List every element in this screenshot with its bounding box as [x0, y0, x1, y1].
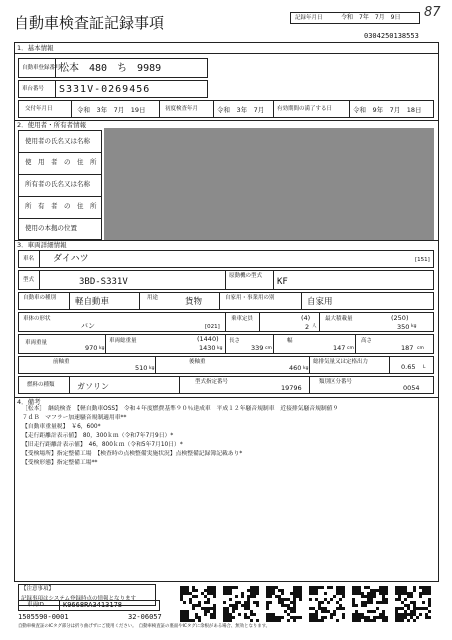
weight-label: 車両重量: [25, 340, 48, 346]
weight-unit: kg: [99, 346, 105, 351]
section-basic: 1．基本情報: [17, 44, 54, 52]
load-value: (250): [391, 314, 409, 322]
note-line: 【受検形態】指定整備工場**: [22, 460, 98, 466]
cap-value: (4): [301, 314, 311, 322]
load-unit: kg: [411, 324, 417, 329]
fuel-label: 燃料の種類: [27, 382, 55, 388]
engine-value: KF: [277, 277, 288, 287]
note-line: 【自動車重量税】 ￥6，600*: [22, 424, 101, 430]
issue-date-box: [290, 12, 420, 24]
note-line: ７ｄＢ マフラー加速騒音規制適用車**: [22, 415, 127, 421]
body-label: 車体の形状: [23, 316, 51, 322]
displacement-label: 総排気量又は定格出力: [313, 359, 369, 365]
front-axle-label: 前軸重: [53, 359, 70, 365]
use-label: 用途: [147, 295, 159, 301]
qr-code-icon: [309, 586, 345, 622]
note-line: ［松本］ 継続検査 【軽自動車OSS】 令和４年度燃費基準９０％達成車 平成１２年騒音規制車 近接排気騒音規制値９: [22, 406, 339, 412]
displacement-unit: L: [423, 365, 426, 370]
gross-label: 車両総重量: [109, 338, 137, 344]
issue-value: 令和 3年 7月 19日: [77, 106, 146, 114]
qr-code-icon: [223, 586, 259, 622]
body-value: バン: [81, 322, 95, 330]
front-axle-value: 510: [135, 364, 148, 372]
handwritten-number: 87: [424, 5, 441, 20]
document-number: 0304250138553: [364, 32, 419, 40]
cert-value: 19796: [281, 384, 302, 392]
width-value: 147: [333, 344, 346, 352]
gross-value-2: 1430: [199, 344, 216, 352]
dates-row: [18, 100, 434, 118]
footer-notice: 自動車検査証のICタグ部分は折り曲げずにご使用ください。 自動車検査証の裏面やICタグに余根がある場合、無効となります。: [18, 624, 271, 629]
private-value: 自家用: [307, 297, 333, 307]
gross-unit: kg: [217, 346, 223, 351]
type-row: [18, 292, 434, 310]
footer-number-2: 32-06057: [128, 613, 162, 621]
notice-line: 記録事項はシステム登録時点の情報となります: [21, 596, 136, 602]
note-line: 【旧走行距離計表示値】 46，800ｋｍ（令和5年7月10日）*: [22, 442, 183, 448]
owner-row-label: 使用者の氏名又は名称: [25, 137, 90, 145]
issue-date-label: 記録年月日: [295, 15, 323, 21]
cap-label: 乗車定員: [231, 316, 254, 322]
document-title: 自動車検査証記録事項: [14, 14, 165, 32]
owner-row-label: 使用の本拠の位置: [25, 224, 77, 232]
reg-no-box: [18, 58, 208, 78]
axle-row: [18, 356, 434, 374]
width-label: 幅: [287, 338, 293, 344]
rear-axle-unit: kg: [303, 366, 309, 371]
cap-unit: 人: [312, 324, 317, 329]
load-value-2: 350: [397, 323, 410, 331]
issue-date-value: 令和 7年 7月 9日: [341, 14, 401, 21]
model-row: [18, 270, 434, 290]
height-value: 187: [401, 344, 414, 352]
category-value: 0054: [403, 384, 420, 392]
issue-label: 交付年月日: [25, 106, 53, 112]
reg-no-value: 松本 480 ち 9989: [59, 63, 162, 74]
rear-axle-label: 後軸重: [189, 359, 206, 365]
height-label: 高さ: [361, 338, 373, 344]
expiry-label: 有効期間の満了する日: [277, 106, 333, 112]
front-axle-unit: kg: [149, 366, 155, 371]
fuel-row: [18, 376, 434, 394]
height-unit: cm: [417, 346, 424, 351]
fuel-value: ガソリン: [77, 382, 109, 391]
section-notes: 4．備考: [17, 398, 41, 406]
make-value: ダイハツ: [53, 254, 89, 264]
chassis-label: 車台番号: [22, 86, 45, 92]
make-code: [151]: [415, 257, 430, 263]
section-owner: 2．使用者・所有者情報: [17, 121, 87, 129]
type-label: 自動車の種別: [23, 295, 57, 301]
chassis-box: [18, 80, 208, 98]
make-row: [18, 250, 434, 268]
chassis-value: S331V-0269456: [59, 84, 151, 95]
expiry-value: 令和 9年 7月 18日: [353, 106, 422, 114]
model-label: 型式: [23, 277, 35, 283]
rear-axle-value: 460: [289, 364, 302, 372]
engine-label: 原動機の型式: [229, 273, 263, 279]
footer-number-1: 1505590-0001: [18, 613, 69, 621]
vehicle-id-box: [18, 600, 160, 611]
qr-code-icon: [266, 586, 302, 622]
length-label: 長さ: [229, 338, 241, 344]
size-row: [18, 334, 434, 354]
section-vehicle: 3．車両詳細情報: [17, 241, 67, 249]
model-value: 3BD-S331V: [79, 277, 128, 287]
qr-code-row: [180, 586, 440, 624]
redacted-owner-info: [104, 128, 434, 240]
owner-labels: [18, 130, 102, 240]
body-row: [18, 312, 434, 332]
owner-row-label: 所 有 者 の 住 所: [25, 202, 97, 210]
first-reg-label: 初度検査年月: [165, 106, 199, 112]
owner-row-label: 所有者の氏名又は名称: [25, 180, 90, 188]
qr-code-icon: [352, 586, 388, 622]
cert-label: 型式指定番号: [195, 379, 229, 385]
length-unit: cm: [265, 346, 272, 351]
weight-value: 970: [85, 344, 98, 352]
vehicle-id-label: 車両ID: [27, 602, 44, 608]
width-unit: cm: [347, 346, 354, 351]
note-line: 【走行距離計表示値】 80，300ｋｍ（令和7年7月9日）*: [22, 433, 174, 439]
cap-value-2: 2: [305, 323, 310, 331]
private-label: 自家用・事業用の別: [225, 295, 275, 301]
type-value: 軽自動車: [75, 297, 110, 307]
first-reg-value: 令和 3年 7月: [217, 106, 265, 114]
notice-title: 【注意事項】: [21, 586, 55, 592]
vehicle-id-value: K9668RA3413178: [63, 601, 123, 609]
category-label: 類別区分番号: [319, 379, 353, 385]
note-line: 【受検場所】指定整備工場 【検査時の点検整備実施状況】点検整備記録簿記載あり*: [22, 451, 243, 457]
gross-value: (1440): [197, 335, 219, 343]
use-value: 貨物: [185, 297, 203, 307]
make-label: 車名: [23, 256, 35, 262]
load-label: 最大積載量: [325, 316, 353, 322]
body-code: [021]: [205, 324, 220, 330]
owner-row-label: 使 用 者 の 住 所: [25, 158, 97, 166]
qr-code-icon: [180, 586, 216, 622]
reg-no-label: 自動車登録番号: [22, 65, 61, 71]
length-value: 339: [251, 344, 264, 352]
qr-code-icon: [395, 586, 431, 622]
displacement-value: 0.65: [401, 363, 416, 371]
